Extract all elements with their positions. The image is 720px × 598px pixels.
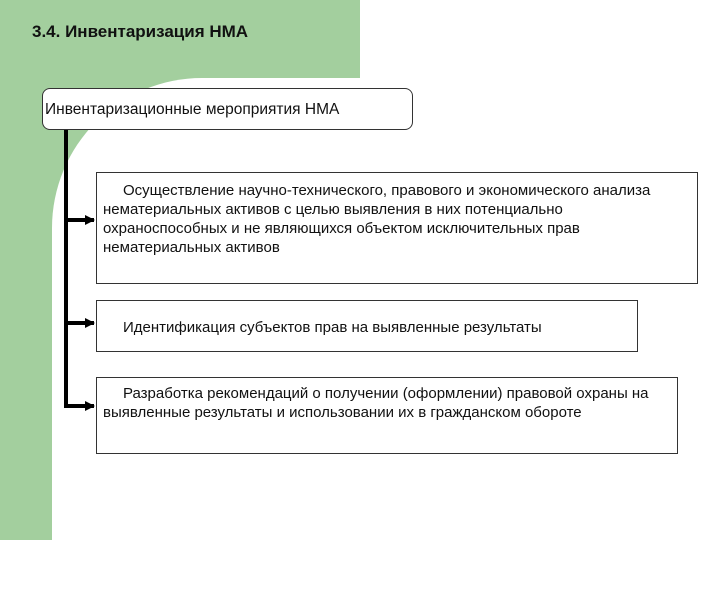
activity-box-analysis: Осуществление научно-технического, правового и экономического анализа нематериальных активов с целью выявления в них потенциально охраноспособных и не являющихся объектом исключительных прав нематериальных активов bbox=[96, 172, 698, 284]
slide-title: 3.4. Инвентаризация НМА bbox=[32, 22, 249, 41]
activity-box-recommendations: Разработка рекомендаций о получении (оформлении) правовой охраны на выявленные результаты и использовании их в гражданском обороте bbox=[96, 377, 678, 454]
activity-box-identification: Идентификация субъектов прав на выявленные результаты bbox=[96, 300, 638, 352]
header-box: Инвентаризационные мероприятия НМА bbox=[42, 88, 413, 130]
